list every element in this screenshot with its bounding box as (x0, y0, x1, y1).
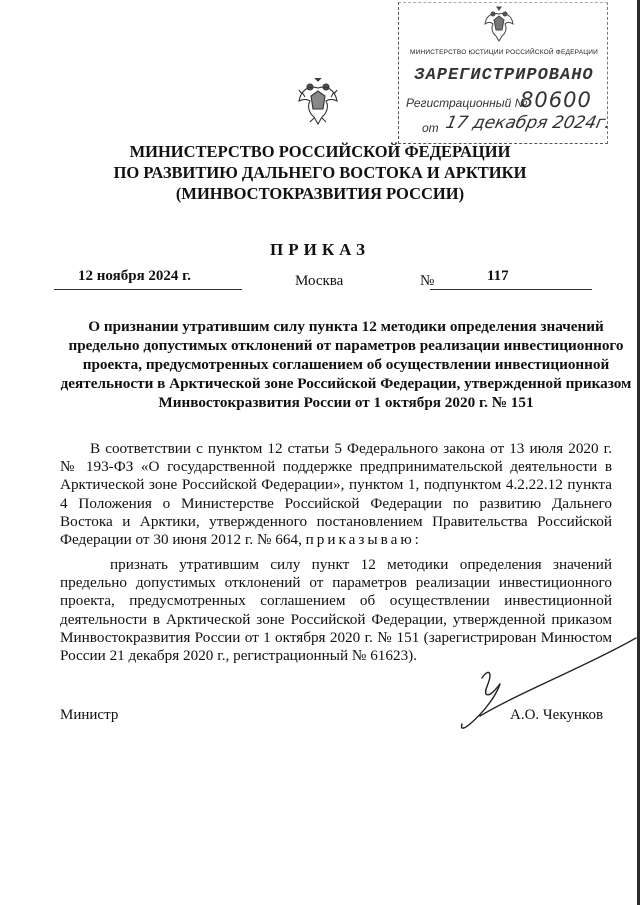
stamp-date: 17 декабря 2024г. (443, 113, 613, 133)
ministry-line-2: ПО РАЗВИТИЮ ДАЛЬНЕГО ВОСТОКА И АРКТИКИ (113, 163, 527, 182)
order-directive: приказываю: (305, 531, 422, 549)
stamp-reg-number: 80600 (520, 88, 592, 112)
order-title: ПРИКАЗ (270, 240, 370, 259)
order-city: Москва (295, 273, 344, 289)
order-number: 117 (487, 268, 509, 284)
number-underline (430, 289, 592, 290)
stamp-org-name: МИНИСТЕРСТВО ЮСТИЦИИ РОССИЙСКОЙ ФЕДЕРАЦИИ (409, 49, 599, 56)
ministry-line-3: (МИНВОСТОКРАЗВИТИЯ РОССИИ) (175, 184, 465, 203)
order-number-label: № (420, 273, 435, 289)
signer-position: Министр (60, 707, 119, 723)
stamp-date-label: от (422, 121, 439, 135)
body-paragraph-2: признать утратившим силу пункт 12 методики определения значений предельно допустимых отклонений от параметров реализации инвестиционного проекта, предусмотренных соглашением об осуществлении инвестиционной деятельности в Арктической зоне Российской Федерации, утвержденной приказом Минвостокразвития России от 1 октября 2020 г. № 151 (зарегистрирован Минюстом России 21 декабря 2020 г., регистрационный № 61623). (60, 556, 612, 665)
order-date: 12 ноября 2024 г. (78, 268, 192, 284)
body-paragraph-1 (60, 440, 612, 549)
date-underline (54, 289, 242, 290)
stamp-title: ЗАРЕГИСТРИРОВАНО (414, 66, 594, 85)
stamp-reg-label: Регистрационный № (406, 96, 528, 110)
order-subject: О признании утратившим силу пункта 12 методики определения значений предельно допустимых отклонений от параметров реализации инвестиционного проекта, предусмотренных соглашением об осуществлении инвестиционной деятельности в Арктической зоне Российской Федерации, утвержденной приказом Минвостокразвития России от 1 октября 2020 г. № 151 (60, 318, 632, 411)
signer-name: А.О. Чекунков (510, 707, 604, 723)
ministry-header (0, 141, 640, 204)
body-paragraph-1-text: В соответствии с пунктом 12 статьи 5 Федерального закона от 13 июля 2020 г. № 193-ФЗ «О государственной поддержке предпринимательской деятельности в Арктической зоне Российской Федерации», пунктом 1, подпунктом 4.2.22.12 пункта 4 Положения о Министерстве Российской Федерации по развитию Дальнего Востока и Арктики, утвержденного постановлением Правительства Российской Федерации от 30 июня 2012 г. № 664, (60, 440, 612, 549)
ministry-line-1: МИНИСТЕРСТВО РОССИЙСКОЙ ФЕДЕРАЦИИ (129, 142, 511, 161)
stamp-eagle-emblem-icon (482, 6, 516, 44)
coat-of-arms-icon (296, 78, 340, 128)
